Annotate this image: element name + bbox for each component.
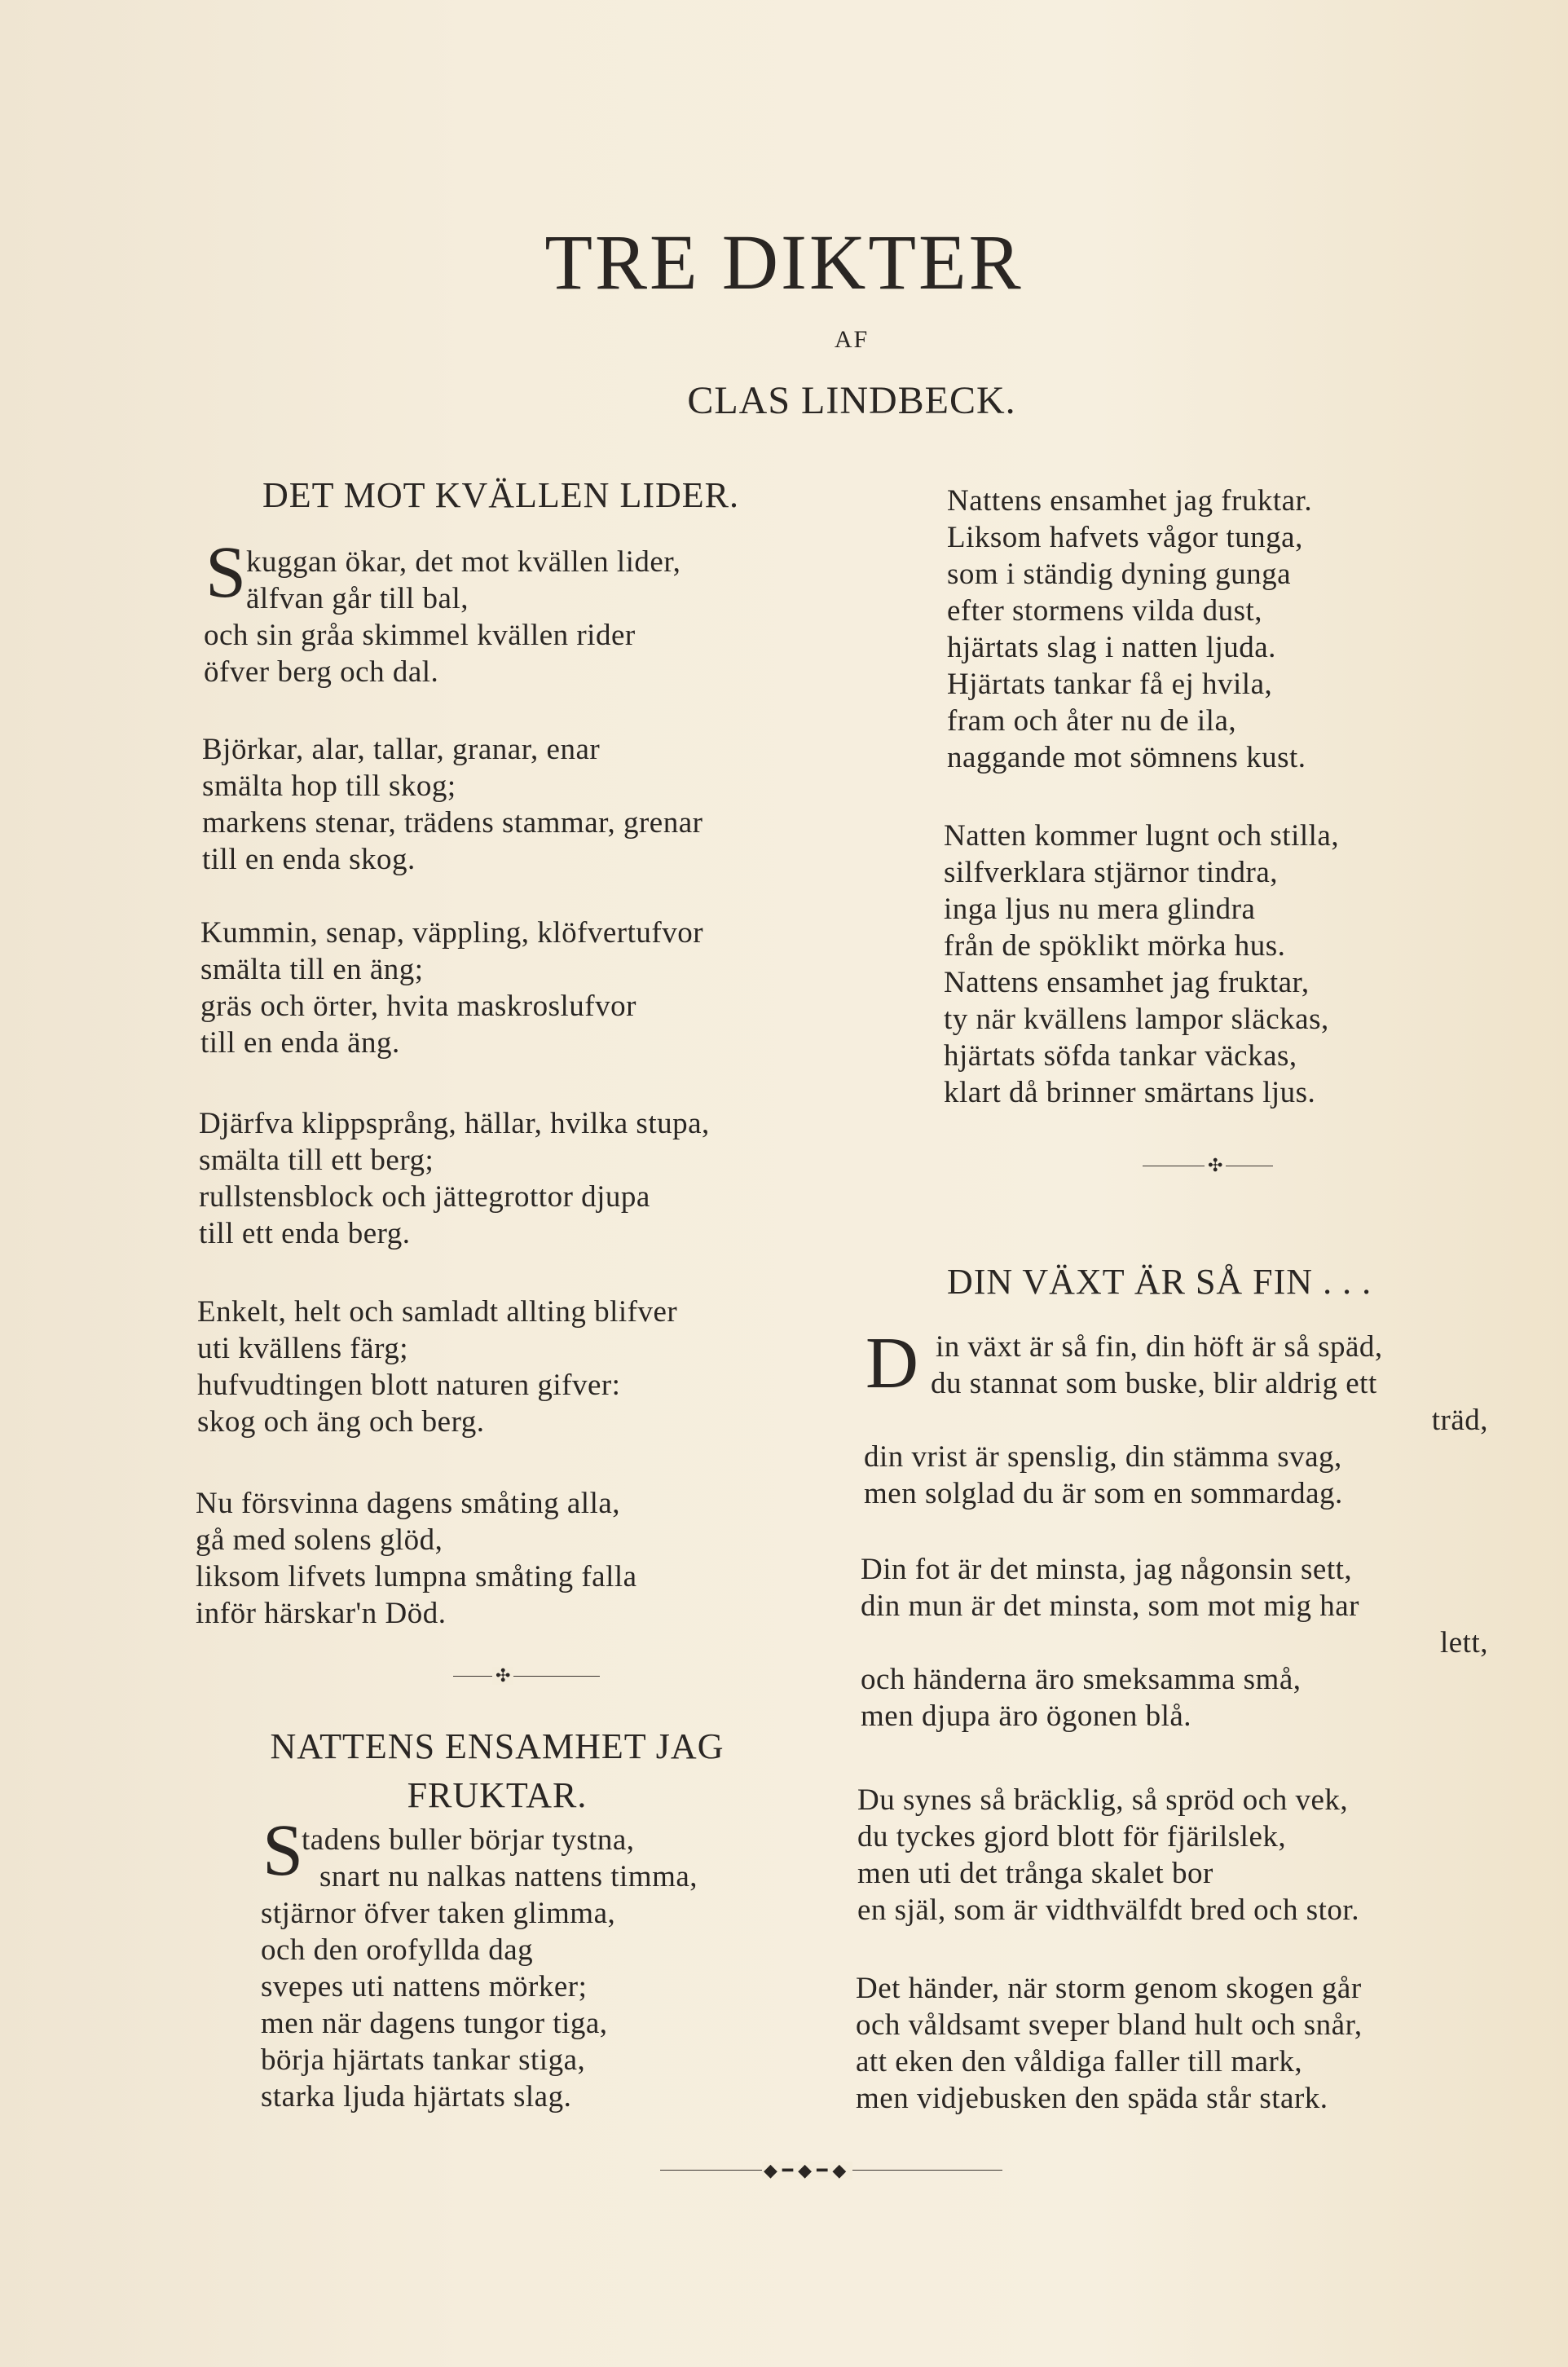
poem-line: gräs och örter, hvita maskroslufvor xyxy=(200,990,636,1023)
poem-line: fram och åter nu de ila, xyxy=(947,704,1237,738)
poem-line: du tyckes gjord blott för fjärilslek, xyxy=(857,1820,1287,1853)
poem-line: att eken den våldiga faller till mark, xyxy=(856,2045,1303,2078)
poem-line: hjärtats slag i natten ljuda. xyxy=(947,631,1276,664)
poem3-drop-cap: D xyxy=(865,1323,918,1404)
poem-line: naggande mot sömnens kust. xyxy=(947,741,1306,774)
poem3-stanza-1 xyxy=(864,1323,1488,1512)
poem-line: Din fot är det minsta, jag någonsin sett, xyxy=(861,1553,1353,1586)
fleuron-icon: ✣ xyxy=(1205,1157,1226,1175)
poem3-stanza-4 xyxy=(856,1970,1363,2117)
poem-line: Nattens ensamhet jag fruktar, xyxy=(944,966,1310,999)
poem-line: Nattens ensamhet jag fruktar. xyxy=(947,484,1313,518)
poem-line: Enkelt, helt och samladt allting blifver xyxy=(197,1295,678,1329)
poem-line: smälta hop till skog; xyxy=(202,769,456,803)
poem-line: gå med solens glöd, xyxy=(196,1523,443,1557)
fleuron-icon: ✣ xyxy=(492,1667,513,1685)
poem-line: Du synes så bräcklig, så spröd och vek, xyxy=(857,1783,1349,1817)
poem-line: Djärfva klippsprång, hällar, hvilka stupa, xyxy=(199,1107,710,1140)
poem2-stanza-3 xyxy=(944,818,1339,1111)
poem-line: inför härskar'n Död. xyxy=(196,1597,447,1630)
poem-line: träd, xyxy=(1431,1404,1488,1437)
poem-line: silfverklara stjärnor tindra, xyxy=(944,856,1279,889)
poem-line: hjärtats söfda tankar väckas, xyxy=(944,1039,1297,1073)
poem-line: och våldsamt sveper bland hult och snår, xyxy=(856,2008,1363,2042)
poem-line: efter stormens vilda dust, xyxy=(947,594,1263,628)
poem-line: liksom lifvets lumpna småting falla xyxy=(196,1560,637,1593)
poem1-drop-cap: S xyxy=(205,532,247,613)
poem2-heading xyxy=(249,1722,746,1820)
poem-line: smälta till en äng; xyxy=(200,953,424,986)
poem-line: öfver berg och dal. xyxy=(204,655,439,689)
poem-line: klart då brinner smärtans ljus. xyxy=(944,1076,1316,1109)
poem1-stanza-2 xyxy=(202,731,703,878)
poem-line: Hjärtats tankar få ej hvila, xyxy=(947,668,1273,701)
poem3-heading: DIN VÄXT ÄR SÅ FIN . . . xyxy=(947,1262,1372,1302)
poem-line: Natten kommer lugnt och stilla, xyxy=(944,819,1340,853)
poem3-stanza-2 xyxy=(861,1551,1488,1734)
poem-line: svepes uti nattens mörker; xyxy=(261,1970,588,2003)
poem-line: från de spöklikt mörka hus. xyxy=(944,929,1286,963)
poem1-stanza-3 xyxy=(200,915,703,1061)
poem-line: snart nu nalkas nattens timma, xyxy=(319,1860,698,1893)
poem-line: men vidjebusken den späda står stark. xyxy=(856,2082,1328,2115)
poem1-stanza-6 xyxy=(196,1485,637,1632)
poem1-stanza-1 xyxy=(204,544,680,690)
poem-line: kuggan ökar, det mot kvällen lider, xyxy=(246,545,681,579)
poem-line: tadens buller börjar tystna, xyxy=(302,1823,635,1857)
poem-line: men uti det trånga skalet bor xyxy=(857,1857,1213,1890)
poem2-drop-cap: S xyxy=(262,1810,304,1891)
poem1-heading: DET MOT KVÄLLEN LIDER. xyxy=(262,475,739,515)
poem1-stanza-5 xyxy=(197,1294,677,1440)
poem-line: och den orofyllda dag xyxy=(261,1933,534,1967)
poem-line: skog och äng och berg. xyxy=(197,1405,485,1439)
poem-line: en själ, som är vidthvälfdt bred och stor. xyxy=(857,1893,1359,1927)
poem-line: uti kvällens färg; xyxy=(197,1332,409,1365)
poem-line: starka ljuda hjärtats slag. xyxy=(261,2080,572,2114)
author-name: CLAS LINDBECK. xyxy=(687,379,1016,422)
poem-line: Björkar, alar, tallar, granar, enar xyxy=(202,733,601,766)
poem-line: som i ständig dyning gunga xyxy=(947,558,1292,591)
poem-line: Kummin, senap, väppling, klöfvertufvor xyxy=(200,916,704,950)
poem-line: ty när kvällens lampor släckas, xyxy=(944,1003,1329,1036)
poem-line: och händerna äro smeksamma små, xyxy=(861,1663,1302,1696)
diamond-ornament-icon: ◆━◆━◆ xyxy=(764,2160,852,2180)
poem-line: Nu försvinna dagens småting alla, xyxy=(196,1487,621,1520)
poem-line: rullstensblock och jättegrottor djupa xyxy=(199,1180,650,1214)
poem-line: Det händer, när storm genom skogen går xyxy=(856,1972,1362,2005)
poem-line: men solglad du är som en sommardag. xyxy=(864,1477,1343,1510)
poem-line: markens stenar, trädens stammar, grenar xyxy=(202,806,703,840)
poem-line: till en enda skog. xyxy=(202,843,416,876)
poem-line: älfvan går till bal, xyxy=(246,582,469,615)
poem2-heading-line-1: NATTENS ENSAMHET JAG xyxy=(270,1726,725,1766)
poem-line: Liksom hafvets vågor tunga, xyxy=(947,521,1303,554)
poem-line: du stannat som buske, blir aldrig ett xyxy=(931,1367,1377,1400)
poem-line: inga ljus nu mera glindra xyxy=(944,893,1256,926)
poem-line: din vrist är spenslig, din stämma svag, xyxy=(864,1440,1342,1474)
poem2-heading-line-2: FRUKTAR. xyxy=(407,1775,588,1815)
divider-rule xyxy=(453,1676,600,1677)
page-title: TRE DIKTER xyxy=(544,218,1024,306)
poem-line: smälta till ett berg; xyxy=(199,1144,434,1177)
poem-line: till en enda äng. xyxy=(200,1026,400,1060)
poem-line: in växt är så fin, din höft är så späd, xyxy=(936,1330,1383,1364)
byline: AF xyxy=(834,326,870,353)
poem-line: lett, xyxy=(1439,1626,1488,1660)
poem-line: stjärnor öfver taken glimma, xyxy=(261,1897,616,1930)
poem-line: till ett enda berg. xyxy=(199,1217,411,1250)
poem2-stanza-2 xyxy=(947,483,1312,776)
poem-line: hufvudtingen blott naturen gifver: xyxy=(197,1369,621,1402)
poem-line: och sin gråa skimmel kvällen rider xyxy=(204,619,636,652)
poem2-stanza-1 xyxy=(261,1822,698,2115)
poem3-stanza-3 xyxy=(857,1782,1359,1928)
poem1-stanza-4 xyxy=(199,1105,710,1252)
poem-line: men när dagens tungor tiga, xyxy=(261,2007,608,2040)
poem-line: men djupa äro ögonen blå. xyxy=(861,1699,1192,1733)
poem-line: börja hjärtats tankar stiga, xyxy=(261,2043,586,2077)
poem-line: din mun är det minsta, som mot mig har xyxy=(861,1589,1359,1623)
